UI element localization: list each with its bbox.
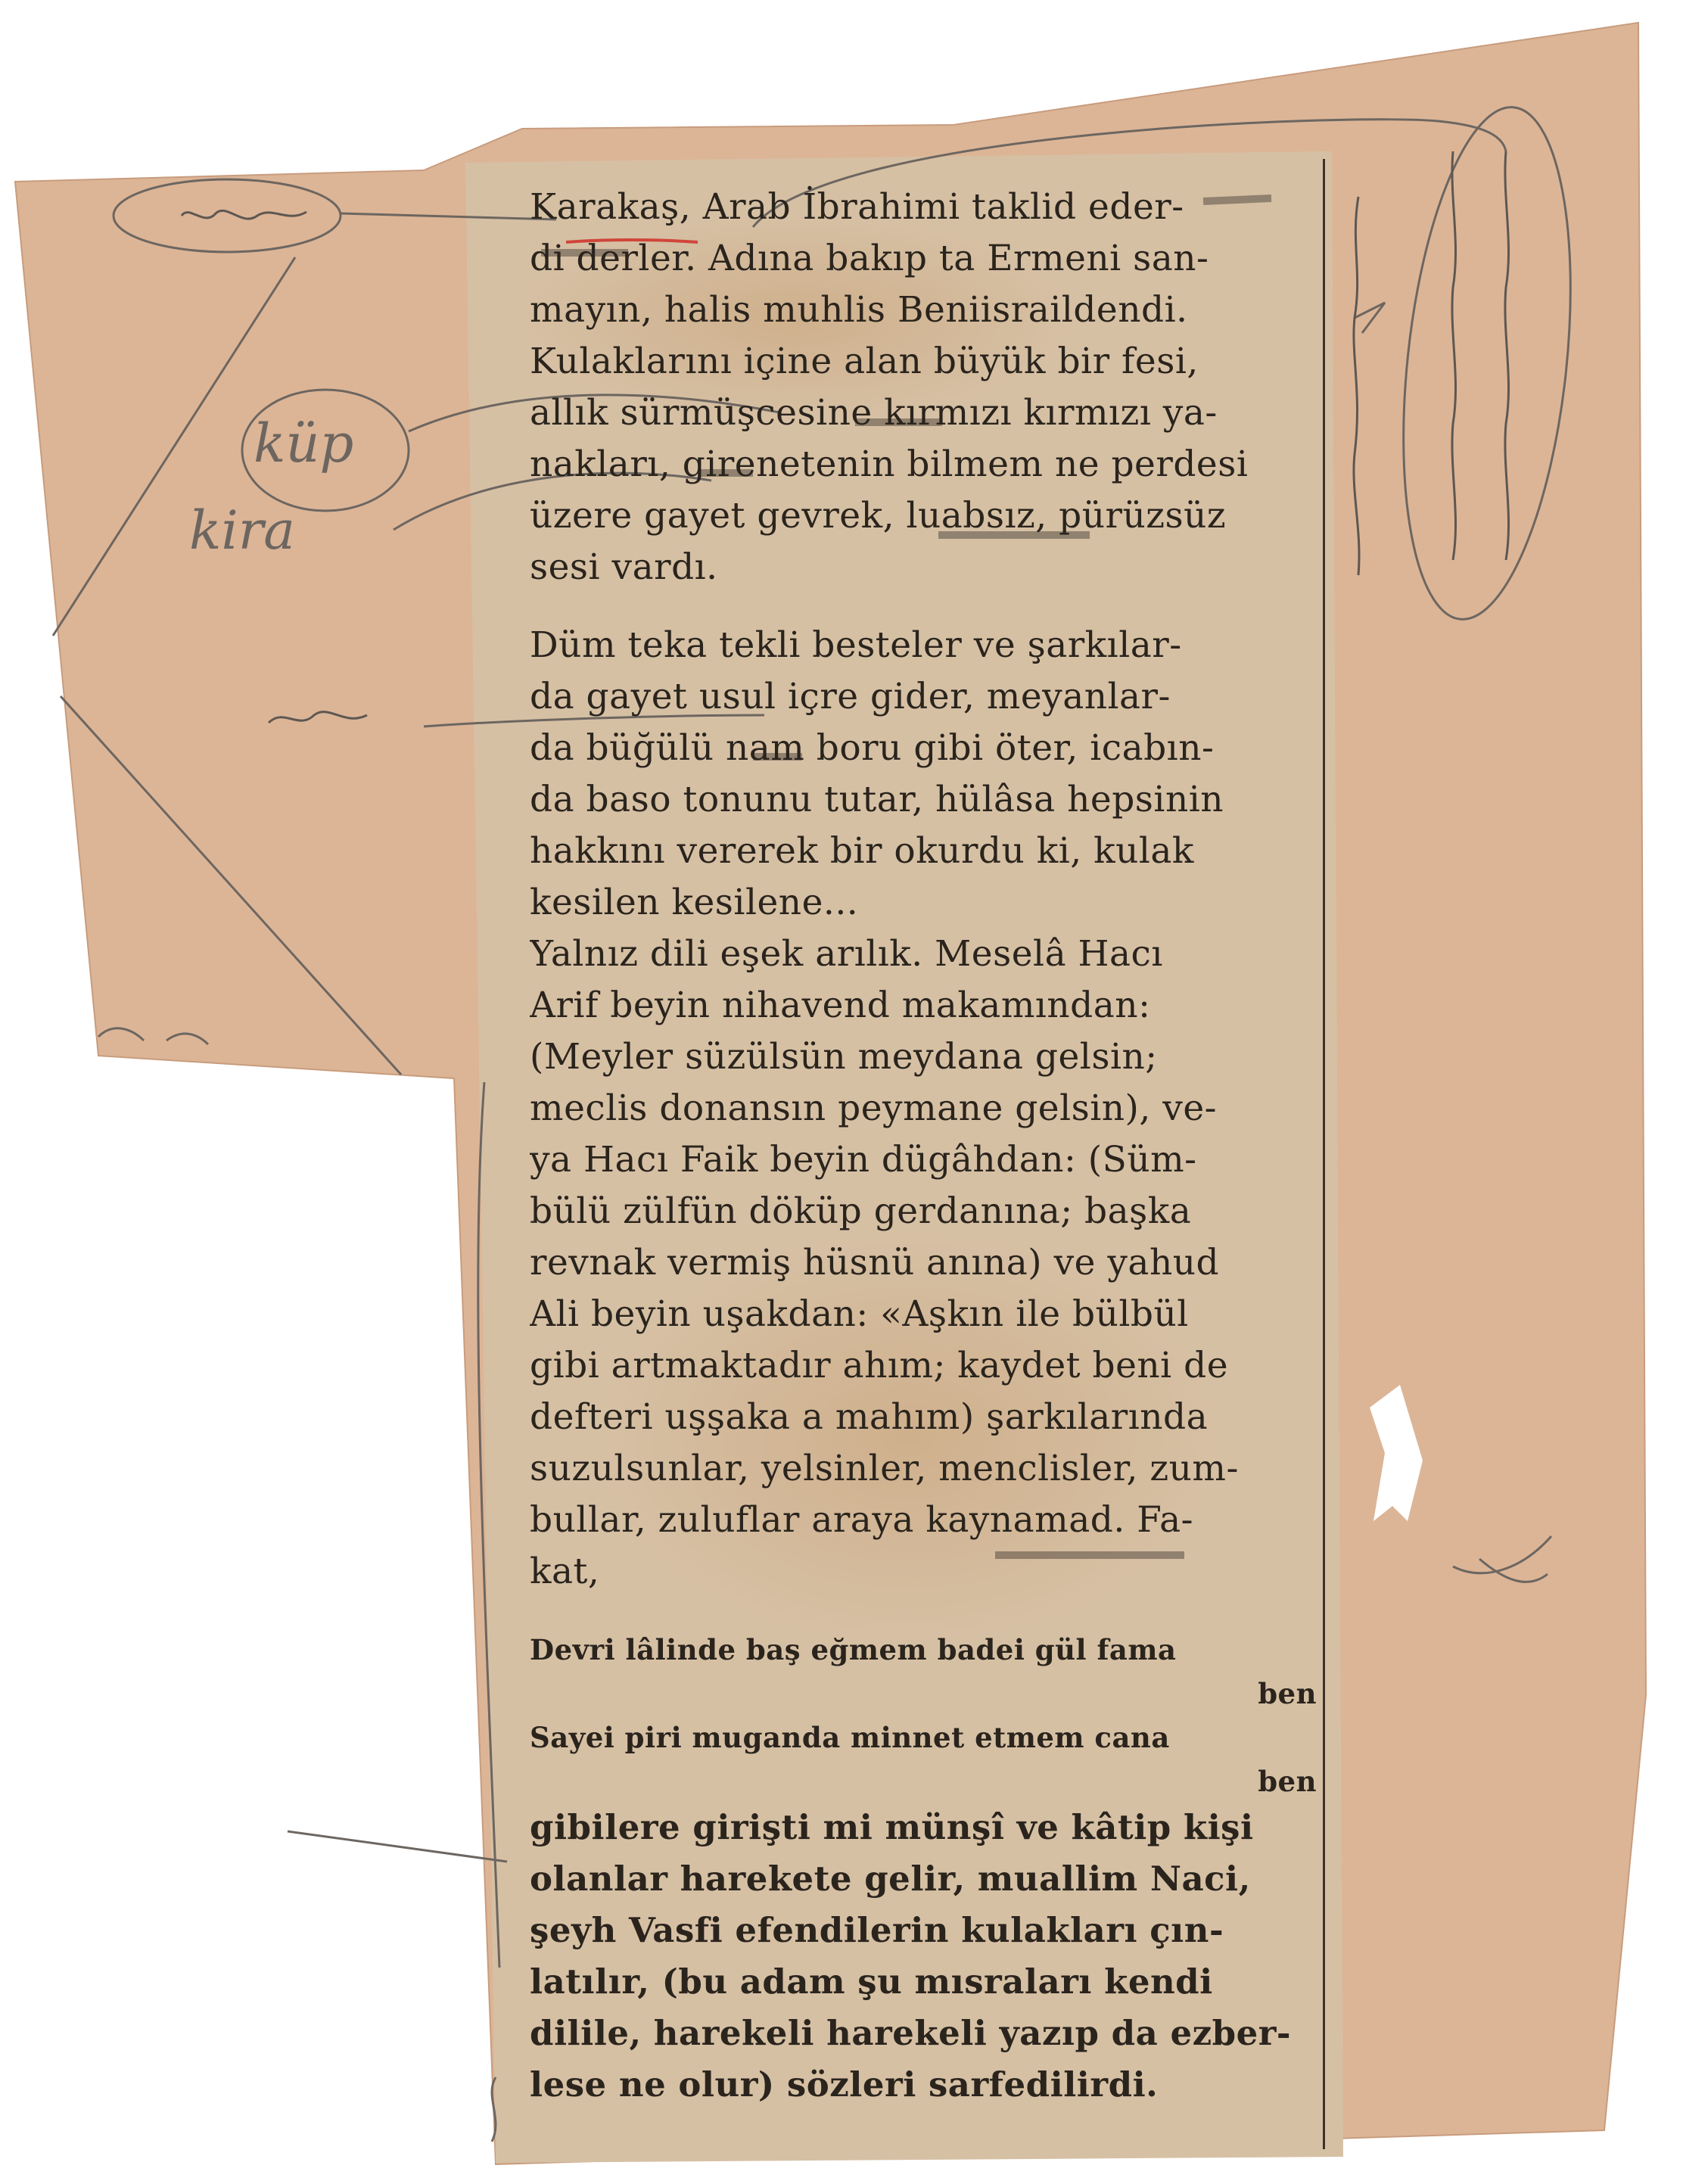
text-line: olanlar harekete gelir, muallim Naci, (530, 1859, 1251, 1899)
paragraph-2 (530, 620, 1317, 929)
text-line: Kulaklarını içine alan büyük bir fesi, (530, 341, 1199, 382)
text-line: Arif beyin nihavend makamından: (530, 985, 1151, 1026)
text-line: sesi vardı. (530, 546, 718, 588)
newspaper-clipping (530, 163, 1317, 2153)
text-line: kesilen kesilene... (530, 882, 859, 923)
text-line: bülü zülfün döküp gerdanına; başka (530, 1190, 1192, 1232)
text-line: Ali beyin uşakdan: «Aşkın ile bülbül (530, 1293, 1189, 1335)
text-line: gibi artmaktadır ahım; kaydet beni de (530, 1345, 1229, 1386)
text-line: Düm teka tekli besteler ve şarkılar- (530, 624, 1182, 666)
verse-line: Sayei piri muganda minnet etmem cana (530, 1721, 1170, 1754)
verse-line: ben (1258, 1765, 1317, 1798)
paragraph-closing (530, 1802, 1317, 2111)
text-line: revnak vermiş hüsnü anına) ve yahud (530, 1242, 1220, 1283)
text-line: Karakaş, Arab İbrahimi taklid eder- (530, 186, 1184, 228)
text-line: da büğülü nam boru gibi öter, icabın- (530, 727, 1215, 769)
text-line: bullar, zuluflar araya kaynamad. Fa- (530, 1499, 1194, 1541)
text-line: lese ne olur) sözleri sarfedilirdi. (530, 2064, 1159, 2105)
text-line: di derler. Adına bakıp ta Ermeni san- (530, 238, 1209, 279)
text-line: allık sürmüşcesine kırmızı kırmızı ya- (530, 392, 1218, 434)
column-rule (1323, 159, 1325, 2149)
verse-line: Devri lâlinde baş eğmem badei gül fama (530, 1633, 1177, 1666)
text-line: da gayet usul içre gider, meyanlar- (530, 676, 1171, 717)
text-line: defteri uşşaka a mahım) şarkılarında (530, 1396, 1209, 1438)
text-line: kat, (530, 1551, 600, 1592)
text-line: latılır, (bu adam şu mısraları kendi (530, 1962, 1213, 2002)
text-line: ya Hacı Faik beyin dügâhdan: (Süm- (530, 1139, 1197, 1181)
pencil-line-bottom (288, 1831, 507, 1862)
paragraph-3 (530, 929, 1317, 1598)
text-line: da baso tonunu tutar, hülâsa hepsinin (530, 779, 1224, 820)
text-line: meclis donansın peymane gelsin), ve- (530, 1087, 1218, 1129)
verse-quote (530, 1628, 1317, 1803)
text-line: hakkını vererek bir okurdu ki, kulak (530, 830, 1194, 872)
text-line: suzulsunlar, yelsinler, menclisler, zum- (530, 1448, 1239, 1489)
text-line: Yalnız dili eşek arılık. Meselâ Hacı (530, 933, 1163, 975)
text-line: gibilere girişti mi münşî ve kâtip kişi (530, 1807, 1254, 1847)
text-line: üzere gayet gevrek, luabsız, pürüzsüz (530, 495, 1227, 537)
text-line: (Meyler süzülsün meydana gelsin; (530, 1036, 1158, 1078)
text-line: nakları, girenetenin bilmem ne perdesi (530, 443, 1249, 485)
text-line: mayın, halis muhlis Beniisraildendi. (530, 289, 1188, 331)
margin-note-kira: kira (189, 499, 295, 562)
text-line: şeyh Vasfi efendilerin kulakları çın- (530, 1910, 1224, 1950)
verse-line: ben (1258, 1677, 1317, 1710)
text-line: dilile, harekeli harekeli yazıp da ezber- (530, 2013, 1292, 2053)
paragraph-1 (530, 182, 1317, 593)
margin-note-kup: küp (254, 412, 354, 474)
